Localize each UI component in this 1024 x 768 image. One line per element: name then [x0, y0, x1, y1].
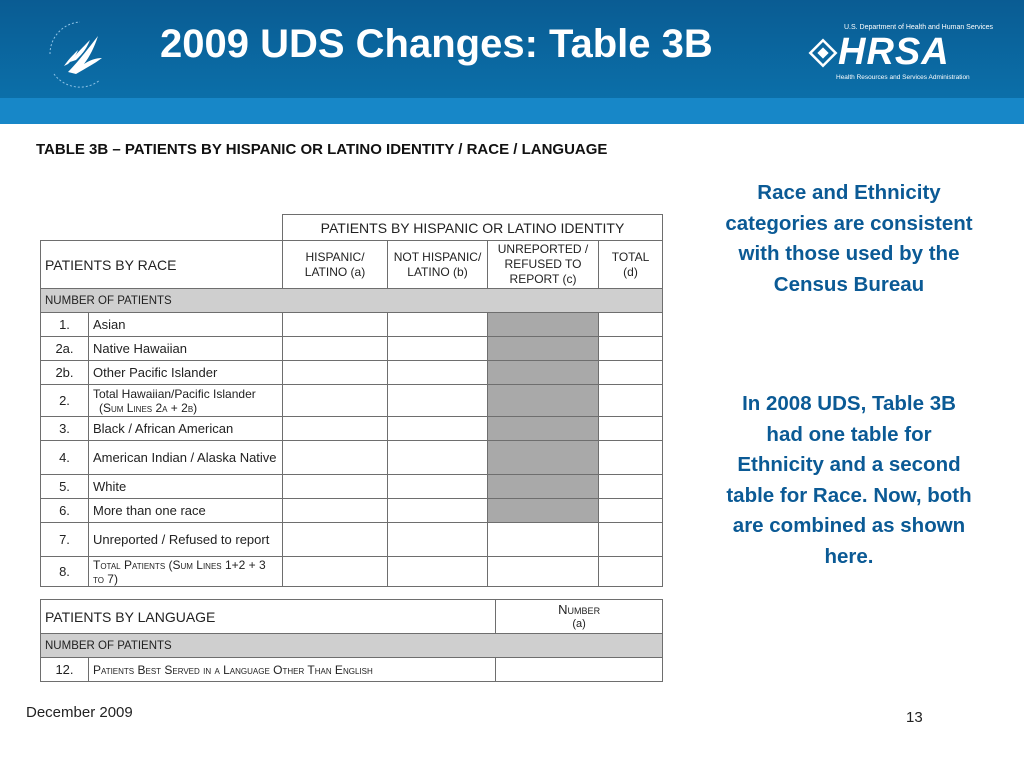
language-table [40, 599, 663, 682]
input-cell [388, 499, 488, 523]
row-label: Other Pacific Islander [89, 361, 283, 385]
input-cell [488, 557, 599, 587]
shaded-cell [488, 499, 599, 523]
header-strip [0, 98, 1024, 124]
input-cell [599, 441, 663, 475]
input-cell [599, 313, 663, 337]
table-row [41, 313, 663, 337]
input-cell [599, 499, 663, 523]
input-cell [388, 557, 488, 587]
number-of-patients-label: NUMBER OF PATIENTS [41, 289, 663, 313]
shaded-cell [488, 441, 599, 475]
input-cell [496, 658, 663, 682]
input-cell [599, 523, 663, 557]
input-cell [283, 475, 388, 499]
row-number: 2. [41, 385, 89, 417]
input-cell [283, 313, 388, 337]
row-number: 7. [41, 523, 89, 557]
hispanic-identity-header: PATIENTS BY HISPANIC OR LATINO IDENTITY [283, 215, 663, 241]
input-cell [283, 361, 388, 385]
table-row [41, 385, 663, 417]
row-label-sub: (Sum Lines 2a + 2b) [99, 400, 198, 415]
hrsa-wordmark: HRSA [838, 31, 950, 73]
row-number: 1. [41, 313, 89, 337]
row-number: 4. [41, 441, 89, 475]
shaded-cell [488, 313, 599, 337]
language-number-of-patients: NUMBER OF PATIENTS [41, 634, 663, 658]
row-number: 12. [41, 658, 89, 682]
row-number: 2a. [41, 337, 89, 361]
input-cell [388, 385, 488, 417]
input-cell [388, 523, 488, 557]
hrsa-diamond-icon [808, 38, 838, 68]
table-row [41, 361, 663, 385]
row-label: Native Hawaiian [89, 337, 283, 361]
shaded-cell [488, 361, 599, 385]
table-row [41, 557, 663, 587]
page-title: 2009 UDS Changes: Table 3B [160, 22, 713, 66]
input-cell [388, 441, 488, 475]
row-number: 6. [41, 499, 89, 523]
input-cell [599, 337, 663, 361]
input-cell [388, 313, 488, 337]
race-table [40, 214, 663, 587]
input-cell [488, 523, 599, 557]
row-label: Asian [89, 313, 283, 337]
table-row [41, 475, 663, 499]
row-label: White [89, 475, 283, 499]
table-heading: TABLE 3B – PATIENTS BY HISPANIC OR LATINO IDENTITY / RACE / LANGUAGE [36, 141, 608, 158]
row-label: Black / African American [89, 417, 283, 441]
hrsa-logo [808, 22, 994, 84]
input-cell [283, 417, 388, 441]
shaded-cell [488, 385, 599, 417]
row-label: Total Patients (Sum Lines 1+2 + 3 to 7) [89, 557, 283, 587]
input-cell [283, 385, 388, 417]
table-row [41, 441, 663, 475]
hrsa-department: U.S. Department of Health and Human Services [844, 24, 994, 31]
number-header-label: Number [558, 601, 601, 617]
input-cell [283, 441, 388, 475]
row-number: 8. [41, 557, 89, 587]
number-header-sub: (a) [572, 617, 586, 630]
table-row [41, 337, 663, 361]
input-cell [599, 475, 663, 499]
table-row [41, 499, 663, 523]
row-label: More than one race [89, 499, 283, 523]
row-label: Patients Best Served in a Language Other Than English [88, 658, 495, 682]
table-row [41, 417, 663, 441]
table-row [41, 658, 663, 682]
input-cell [283, 499, 388, 523]
input-cell [283, 337, 388, 361]
input-cell [388, 417, 488, 441]
shaded-cell [488, 337, 599, 361]
row-number: 3. [41, 417, 89, 441]
footer-date: December 2009 [26, 704, 133, 721]
input-cell [388, 361, 488, 385]
shaded-cell [488, 475, 599, 499]
race-header: PATIENTS BY RACE [41, 241, 283, 289]
table-row [41, 523, 663, 557]
shaded-cell [488, 417, 599, 441]
number-col-header [496, 600, 663, 634]
input-cell [599, 361, 663, 385]
col-hispanic-latino: HISPANIC/ LATINO (a) [283, 241, 388, 289]
col-total: TOTAL (d) [599, 241, 663, 289]
language-header: PATIENTS BY LANGUAGE [41, 600, 496, 634]
input-cell [599, 417, 663, 441]
row-label: Unreported / Refused to report [89, 523, 283, 557]
side-note-combined: In 2008 UDS, Table 3B had one table for Ethnicity and a second table for Race. Now, both are combined as shown here. [726, 392, 972, 568]
input-cell [283, 557, 388, 587]
side-note-census: Race and Ethnicity categories are consistent with those used by the Census Bureau [725, 181, 973, 296]
page-number: 13 [906, 709, 923, 726]
row-label: American Indian / Alaska Native [89, 441, 283, 475]
col-unreported: UNREPORTED / REFUSED TO REPORT (c) [488, 241, 599, 289]
input-cell [283, 523, 388, 557]
row-label [89, 385, 283, 417]
col-not-hispanic-latino: NOT HISPANIC/ LATINO (b) [388, 241, 488, 289]
row-number: 2b. [41, 361, 89, 385]
input-cell [388, 337, 488, 361]
hhs-eagle-icon [40, 14, 120, 88]
row-label-main: Total Hawaiian/Pacific Islander [93, 386, 256, 401]
row-number: 5. [41, 475, 89, 499]
input-cell [599, 385, 663, 417]
input-cell [388, 475, 488, 499]
hrsa-subtitle: Health Resources and Services Administration [836, 74, 970, 81]
input-cell [599, 557, 663, 587]
